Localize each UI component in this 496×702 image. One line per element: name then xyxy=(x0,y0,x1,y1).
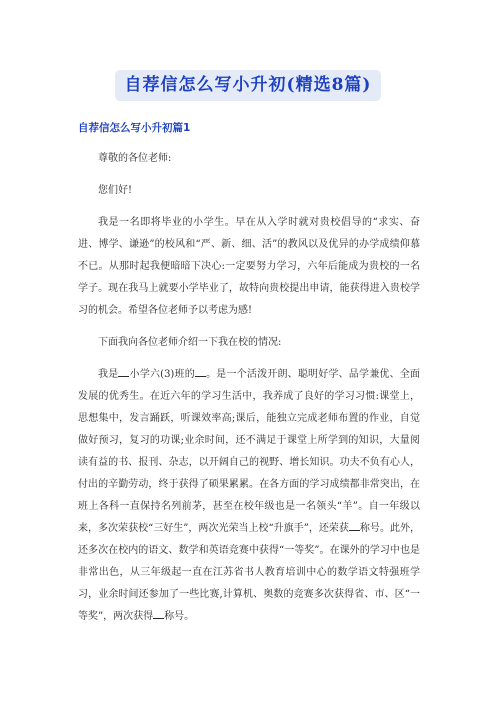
blank-underline xyxy=(349,521,360,531)
paragraph-transition: 下面我向各位老师介绍一下我在校的情况: xyxy=(98,337,282,348)
blank-underline xyxy=(118,367,129,377)
paragraph-intro: 我是一名即将毕业的小学生。早在从入学时就对贵校倡导的“求实、奋进、博学、谦逊”的校风和“严、新、细、活”的教风以及优异的办学成绩仰慕不已。从那时起我便暗暗下决心:一定要努力学习，六年后能成为贵校的一名学子。现在我马上就要小学毕业了，故特向贵校提出申请，能获得进入贵校学习的机会。希望各位老师予以考虑为感! xyxy=(78,217,420,316)
title-container xyxy=(0,70,496,101)
blank-underline xyxy=(153,609,164,619)
text-segment: 小学六(3)班的 xyxy=(129,369,195,380)
salutation: 尊敬的各位老师: xyxy=(98,153,172,164)
document-title: 自荐信怎么写小升初(精选8篇) xyxy=(115,70,382,101)
text-segment: 我是 xyxy=(98,369,119,380)
text-segment: 。是一个活泼开朗、聪明好学、品学兼优、全面发展的优秀生。在近六年的学习生活中，我养成了良好的学习习惯:课堂上，思想集中，发言踊跃，听课效率高;课后，能独立完成老师布置的作业，自觉做好预习，复习的功课;业余时间，还不满足于课堂上所学到的知识，大量阅读有益的书、报刊、杂志，以开阔自己的视野、增长知识。功夫不负有心人，付出的辛勤劳动，终于获得了硕果累累。在各方面的学习成绩都非常突出，在班上各科一直保持名列前茅，甚至在校年级也是一名领头“羊”。自一年级以来，多次荣获校“三好生”，两次光荣当上校“升旗手”，还荣获 xyxy=(78,369,421,534)
paragraph-self-description xyxy=(78,364,420,628)
blank-underline xyxy=(195,367,206,377)
text-segment: 称号。此外，还多次在校内的语文、数学和英语竞赛中获得“一等奖”。在课外的学习中也是非常出色，从三年级起一直在江苏省书人教育培训中心的数学语文特强班学习，业余时间还参加了一些比赛,计算机、奥数的竞赛多次获得省、市、区“一等奖”，两次获得 xyxy=(78,523,420,622)
text-segment: 称号。 xyxy=(164,611,195,622)
greeting: 您们好! xyxy=(98,185,133,196)
section-heading: 自荐信怎么写小升初篇1 xyxy=(78,122,191,134)
document-body xyxy=(78,148,420,638)
